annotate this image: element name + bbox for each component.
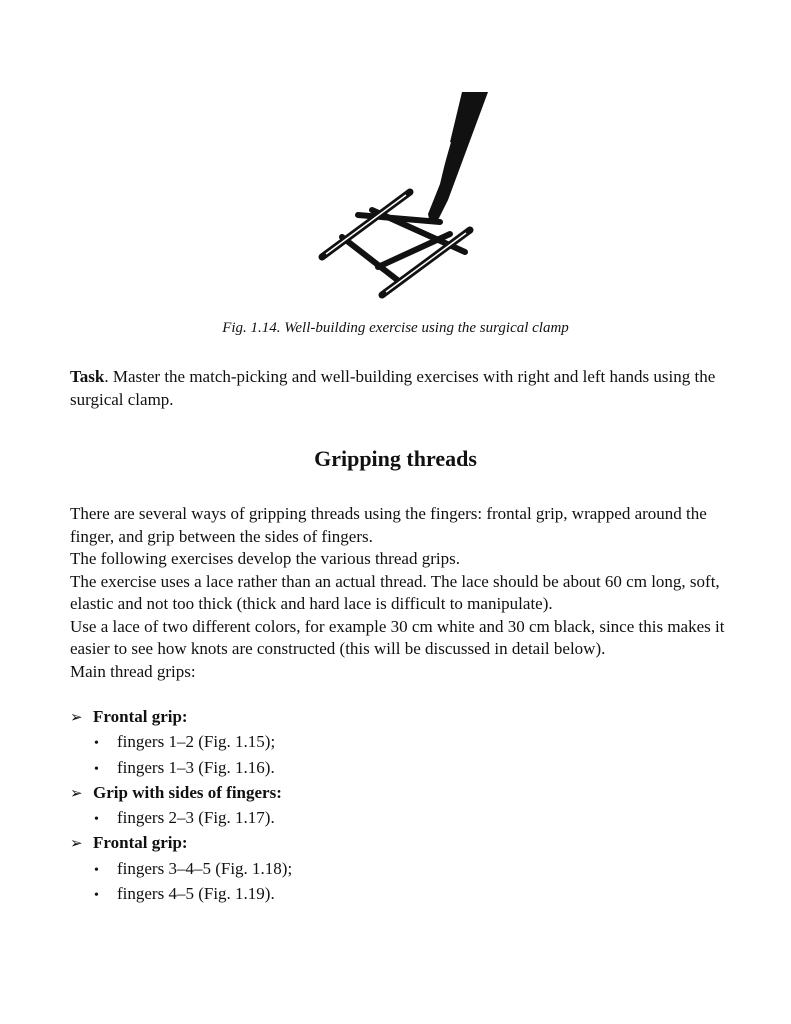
list-item: [70, 857, 730, 882]
task-paragraph: [70, 366, 730, 411]
arrow-bullet-icon: ➢: [70, 836, 83, 853]
group-title: Frontal grip:: [93, 833, 188, 853]
list-item-text: fingers 1–2 (Fig. 1.15);: [117, 732, 276, 752]
list-group-heading: [70, 831, 730, 856]
group-title: Frontal grip:: [93, 707, 188, 726]
list-item-text: fingers 4–5 (Fig. 1.19).: [117, 884, 275, 904]
figure-caption: Fig. 1.14. Well-building exercise using the surgical clamp: [222, 320, 569, 336]
grip-list: [70, 705, 730, 907]
bullet-icon: •: [94, 888, 99, 904]
arrow-bullet-icon: ➢: [70, 785, 83, 802]
list-item-text: fingers 2–3 (Fig. 1.17).: [117, 808, 275, 828]
surgical-clamp-figure: [300, 92, 500, 304]
bullet-icon: •: [94, 761, 99, 777]
list-group-heading: [70, 781, 730, 806]
surgical-clamp-icon: [300, 92, 500, 304]
paragraph: The following exercises develop the various thread grips.: [70, 549, 460, 568]
task-text: . Master the match-picking and well-building exercises with right and left hands using the surgical clamp.: [70, 367, 716, 409]
bullet-icon: •: [94, 736, 99, 752]
paragraph: Use a lace of two different colors, for example 30 cm white and 30 cm black, since this makes it easier to see how knots are constructed (this will be discussed in detail below).: [70, 616, 725, 658]
list-item: [70, 730, 730, 755]
bullet-icon: •: [94, 812, 99, 828]
paragraph: There are several ways of gripping threads using the fingers: frontal grip, wrapped around the finger, and grip between the sides of fingers.: [70, 504, 707, 546]
paragraph: The exercise uses a lace rather than an actual thread. The lace should be about 60 cm long, soft, elastic and not too thick (thick and hard lace is difficult to manipulate).: [70, 571, 720, 613]
group-title: Grip with sides of fingers:: [93, 782, 282, 802]
list-item-text: fingers 3–4–5 (Fig. 1.18);: [117, 858, 293, 878]
list-item: [70, 756, 730, 781]
list-item: [70, 806, 730, 831]
intro-text: [70, 503, 730, 683]
list-item-text: fingers 1–3 (Fig. 1.16).: [117, 757, 275, 777]
task-label: Task: [70, 367, 105, 386]
section-heading: Gripping threads: [314, 446, 477, 471]
bullet-icon: •: [94, 862, 99, 878]
list-group-heading: [70, 705, 730, 730]
paragraph: Main thread grips:: [70, 661, 196, 681]
arrow-bullet-icon: ➢: [70, 710, 83, 726]
list-item: [70, 882, 730, 907]
